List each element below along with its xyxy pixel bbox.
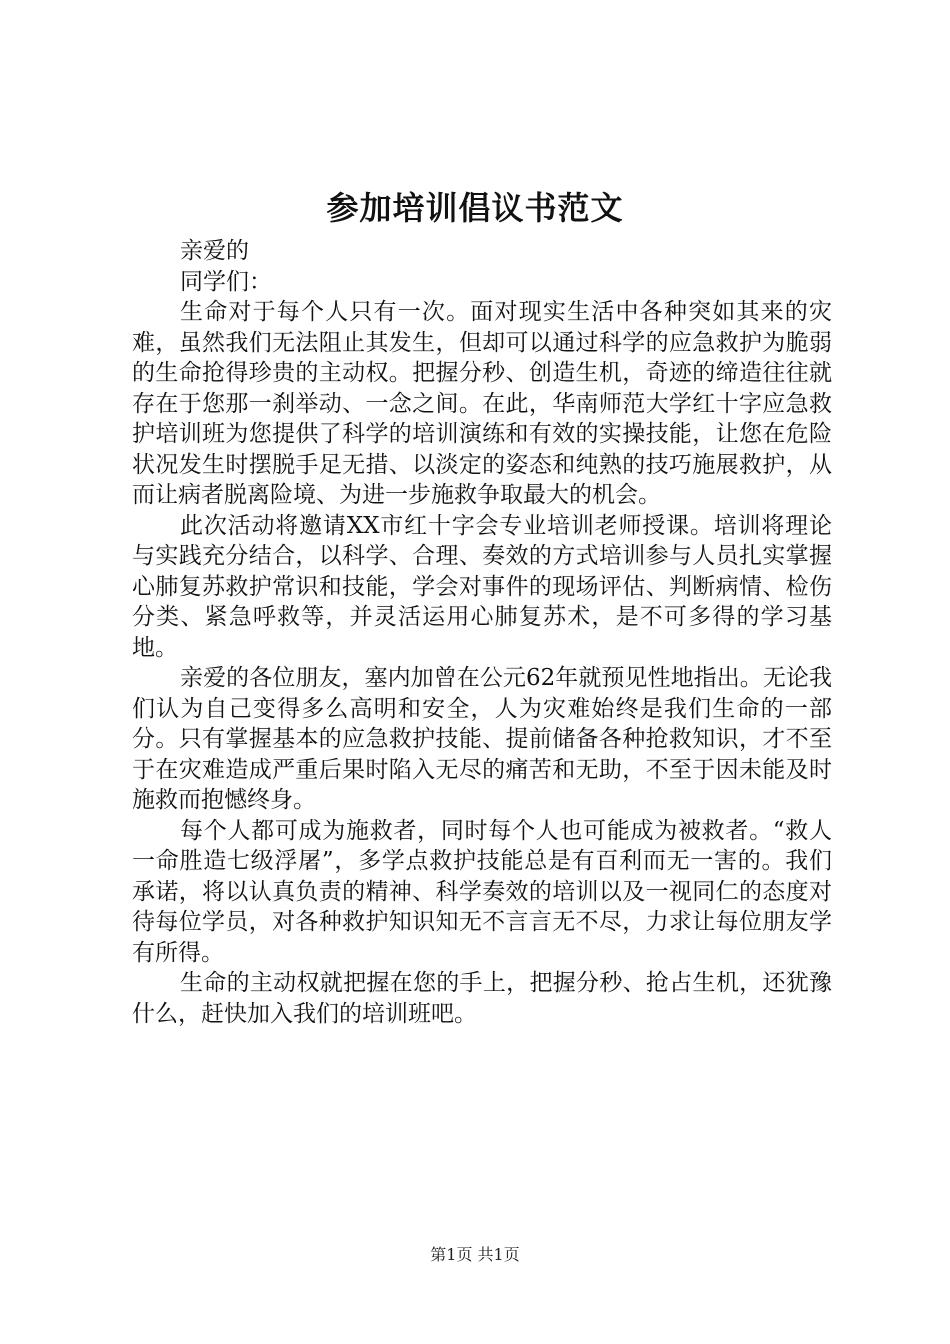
salutation-line-2: 同学们： bbox=[180, 268, 272, 295]
paragraph-4: 每个人都可成为施救者，同时每个人也可能成为被救者。“救人一命胜造七级浮屠”，多学点救护技能总是有百利而无一害的。我们承诺，将以认真负责的精神、科学奏效的培训以及一视同仁的态度对待每位学员，对各种救护知识知无不言言无不尽，力求让每位朋友学有所得。 bbox=[132, 817, 832, 966]
paragraph-3: 亲爱的各位朋友，塞内加曾在公元62年就预见性地指出。无论我们认为自己变得多么高明和安全，人为灾难始终是我们生命的一部分。只有掌握基本的应急救护技能、提前储备各种抢救知识，才不至于在灾难造成严重后果时陷入无尽的痛苦和无助，不至于因未能及时施救而抱憾终身。 bbox=[132, 665, 832, 813]
paragraph-2: 此次活动将邀请XX市红十字会专业培训老师授课。培训将理论与实践充分结合，以科学、合理、奏效的方式培训参与人员扎实掌握心肺复苏救护常识和技能，学会对事件的现场评估、判断病情、检伤分类、紧急呼救等，并灵活运用心肺复苏术，是不可多得的学习基地。 bbox=[132, 512, 832, 661]
paragraph-1: 生命对于每个人只有一次。面对现实生活中各种突如其来的灾难，虽然我们无法阻止其发生，但却可以通过科学的应急救护为脆弱的生命抢得珍贵的主动权。把握分秒、创造生机，奇迹的缔造往往就存在于您那一刹举动、一念之间。在此，华南师范大学红十字应急救护培训班为您提供了科学的培训演练和有效的实操技能，让您在危险状况发生时摆脱手足无措、以淡定的姿态和纯熟的技巧施展救护，从而让病者脱离险境、为进一步施救争取最大的机会。 bbox=[132, 299, 832, 508]
paragraph-5: 生命的主动权就把握在您的手上，把握分秒、抢占生机，还犹豫什么，赶快加入我们的培训班吧。 bbox=[132, 970, 832, 1027]
document-title: 参加培训倡议书范文 bbox=[326, 189, 624, 227]
page-footer: 第1页 共1页 bbox=[430, 1245, 520, 1264]
document-body bbox=[132, 236, 832, 1029]
salutation-line-1: 亲爱的 bbox=[180, 238, 249, 264]
